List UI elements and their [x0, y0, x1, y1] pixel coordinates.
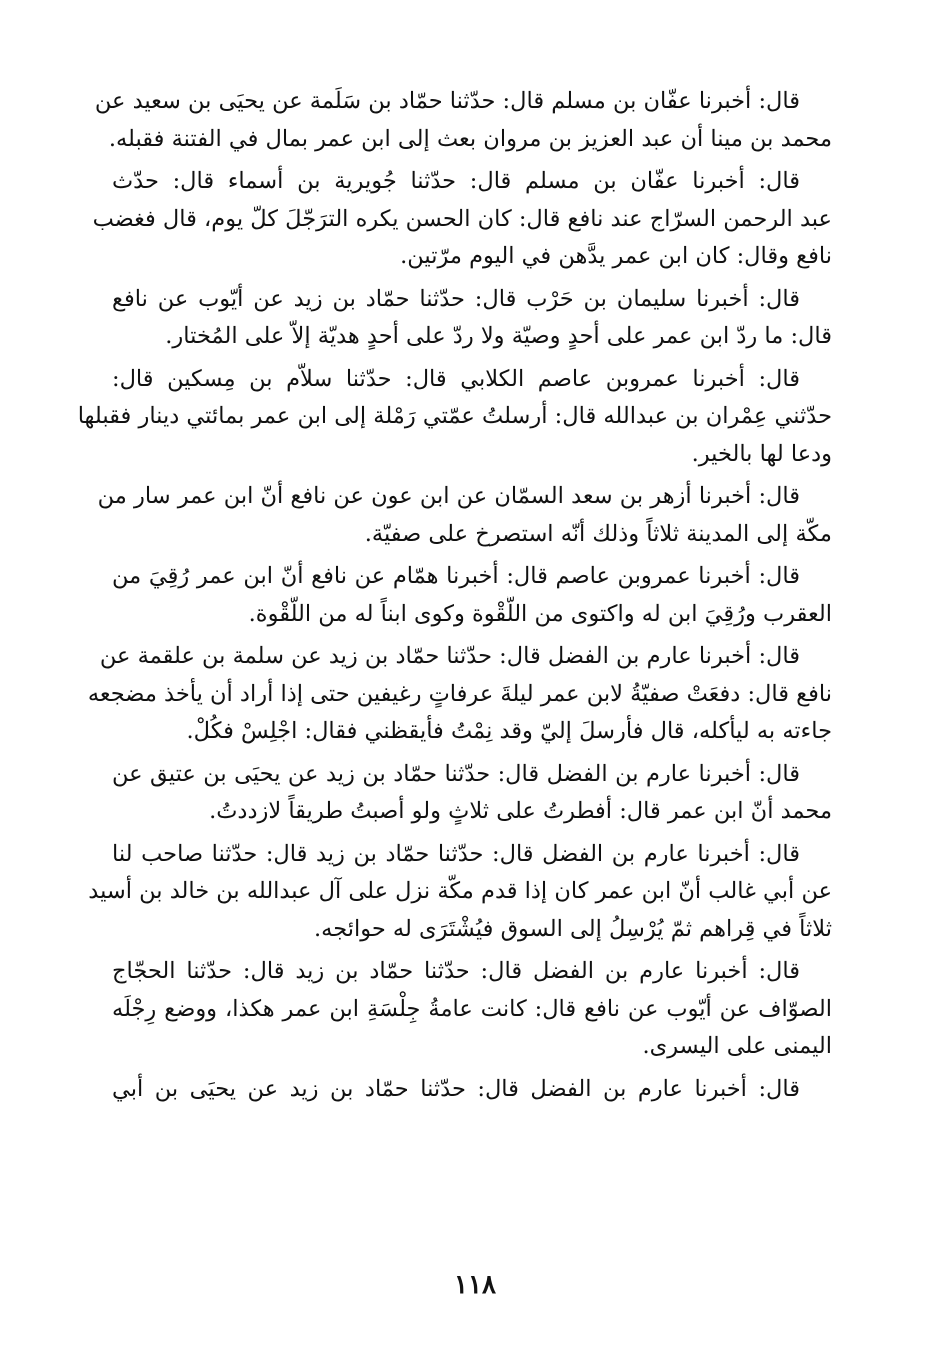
text-line: ثلاثاً في قِراهم ثمّ يُرْسِلُ إلى السوق فيُشْتَرَى له حوائجه. [313, 915, 832, 942]
paragraph [0, 953, 950, 1066]
text-line: الصوّاف عن أيّوب عن نافع قال: كانت عامةُ جِلْسَةِ ابن عمر هكذا، ووضع رِجْلَه [112, 995, 832, 1022]
text-line: نافع قال: دفعَتْ صفيّةُ لابن عمر ليلةَ عرفاتٍ رغيفين حتى إذا أراد أن يأخذ مضجعه [87, 680, 832, 707]
text-line: قال: أخبرنا عفّان بن مسلم قال: حدّثنا حمّاد بن سَلَمة عن يحيَى بن سعيد عن [94, 88, 800, 114]
paragraph [0, 281, 950, 356]
text-line: قال: أخبرنا عمروبن عاصم قال: أخبرنا همّام عن نافع أنّ ابن عمر رُقِيَ من [112, 563, 800, 589]
text-line: ودعا لها بالخير. [691, 440, 832, 467]
text-line: العقرب ورُقِيَ ابن له واكتوى من اللَّقْوة وكوى ابناً له من اللَّقْوة. [248, 600, 832, 627]
paragraph [0, 558, 950, 633]
text-line: عبد الرحمن السرّاج عند نافع قال: كان الحسن يكره الترَجّلَ كلّ يوم، قال فغضب [92, 205, 832, 232]
paragraph [0, 83, 950, 158]
page-number: ١١٨ [454, 1270, 496, 1300]
text-line: قال: أخبرنا عارم بن الفضل قال: حدّثنا حمّاد بن زيد قال: حدّثنا الحجّاج [112, 958, 800, 984]
text-line: قال: أخبرنا عارم بن الفضل قال: حدّثنا حمّاد بن زيد عن سلمة بن علقمة عن [99, 643, 800, 669]
paragraph [0, 836, 950, 949]
body-text [0, 83, 950, 1113]
text-line: محمد أنّ ابن عمر قال: أفطرتُ على ثلاثٍ ولو أصبتُ طريقاً لازددتُ. [209, 798, 832, 824]
text-line: حدّثني عِمْران بن عبدالله قال: أرسلتُ عمّتي رَمْلة إلى ابن عمر بمائتي دينار فقبلها [77, 403, 832, 429]
text-line: قال: أخبرنا سليمان بن حَرْب قال: حدّثنا حمّاد بن زيد عن أيّوب عن نافع [112, 285, 800, 312]
paragraph [0, 638, 950, 751]
text-line: قال: أخبرنا عارم بن الفضل قال: حدّثنا حمّاد بن زيد عن يحيَى بن عتيق عن [112, 760, 800, 787]
text-line: جاءته به ليأكله، قال فأرسلَ إليّ وقد نِمْتُ فأيقظني فقال: اجْلِسْ فكُلْ. [186, 718, 832, 744]
text-line: عن أبي غالب أنّ ابن عمر كان إذا قدم مكّة نزل على آل عبدالله بن خالد بن أسيد [88, 878, 832, 904]
text-line: قال: أخبرنا أزهر بن سعد السمّان عن ابن عون عن نافع أنّ ابن عمر سار من [97, 483, 800, 509]
text-line: قال: أخبرنا عارم بن الفضل قال: حدّثنا حمّاد بن زيد قال: حدّثنا صاحب لنا [112, 840, 800, 867]
text-line: محمد بن مينا أن عبد العزيز بن مروان بعث إلى ابن عمر بمال في الفتنة فقبله. [108, 125, 832, 152]
paragraph [0, 361, 950, 474]
text-line: قال: أخبرنا عارم بن الفضل قال: حدّثنا حمّاد بن زيد عن يحيَى بن أبي [112, 1075, 800, 1102]
text-line: قال: ما ردّ ابن عمر على أحدٍ وصيّة ولا ردّ على أحدٍ هديّة إلاّ على المُختار. [165, 323, 832, 349]
paragraph [0, 478, 950, 553]
paragraph [0, 756, 950, 831]
text-line: قال: أخبرنا عمروبن عاصم الكلابي قال: حدّثنا سلاّم بن مِسكين قال: [112, 365, 800, 392]
text-line: مكّة إلى المدينة ثلاثاً وذلك أنّه استصرخ على صفيّة. [364, 520, 832, 547]
paragraph [0, 1071, 950, 1109]
text-line: اليمنى على اليسرى. [642, 1033, 832, 1059]
paragraph [0, 163, 950, 276]
text-line: نافع وقال: كان ابن عمر يدَّهن في اليوم مرّتين. [400, 243, 832, 269]
text-line: قال: أخبرنا عفّان بن مسلم قال: حدّثنا جُويرية بن أسماء قال: حدّث [112, 168, 800, 194]
